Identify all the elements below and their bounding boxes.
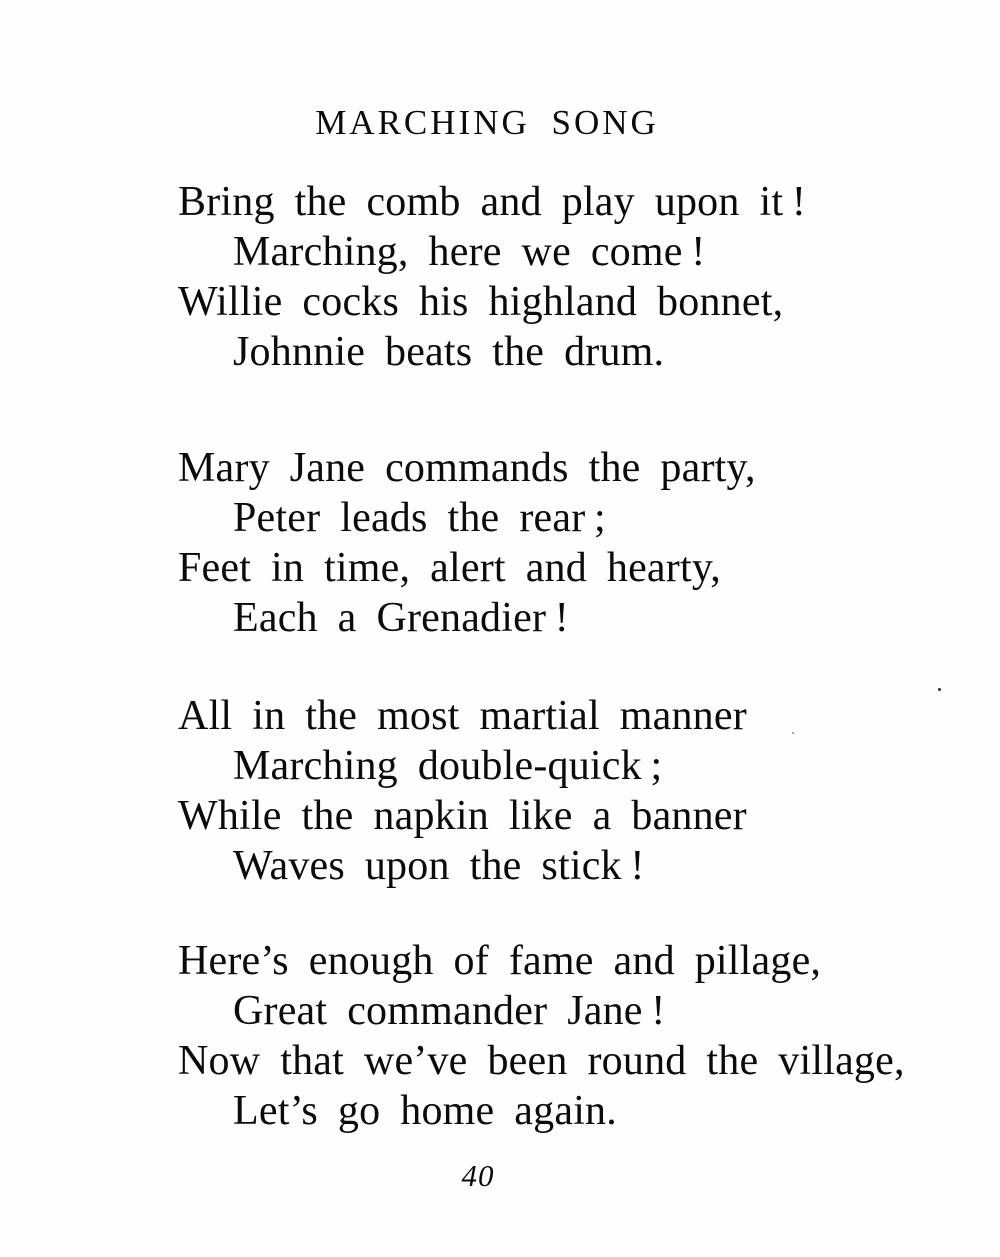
stanza xyxy=(178,177,960,377)
page-number: 40 xyxy=(461,1158,495,1193)
poem-line: Marching double-quick ; xyxy=(233,743,663,789)
poem-line: Each a Grenadier ! xyxy=(233,595,569,641)
poem-line: Willie cocks his highland bonnet, xyxy=(178,279,784,325)
poem-line: All in the most martial manner xyxy=(178,693,747,739)
poem-line: Now that we’ve been round the village, xyxy=(178,1038,905,1084)
poem-line: Bring the comb and play upon it ! xyxy=(178,179,807,225)
scan-speck xyxy=(938,688,941,691)
poem-line: Here’s enough of fame and pillage, xyxy=(178,938,822,984)
poem-line: Great commander Jane ! xyxy=(233,988,666,1034)
poem-line: Peter leads the rear ; xyxy=(233,495,606,541)
poem-title: MARCHING SONG xyxy=(315,103,659,142)
poem-line: Johnnie beats the drum. xyxy=(233,329,665,375)
stanza xyxy=(178,443,960,643)
poem-line: Marching, here we come ! xyxy=(233,229,706,275)
scan-speck xyxy=(792,732,794,734)
poem-line: Let’s go home again. xyxy=(233,1088,617,1134)
poem-line: Waves upon the stick ! xyxy=(233,843,645,889)
poem-body xyxy=(178,177,960,1136)
stanza xyxy=(178,936,960,1136)
poem-line: While the napkin like a banner xyxy=(178,793,747,839)
stanza xyxy=(178,691,960,891)
poem-line: Mary Jane commands the party, xyxy=(178,445,756,491)
poem-line: Feet in time, alert and hearty, xyxy=(178,545,721,591)
